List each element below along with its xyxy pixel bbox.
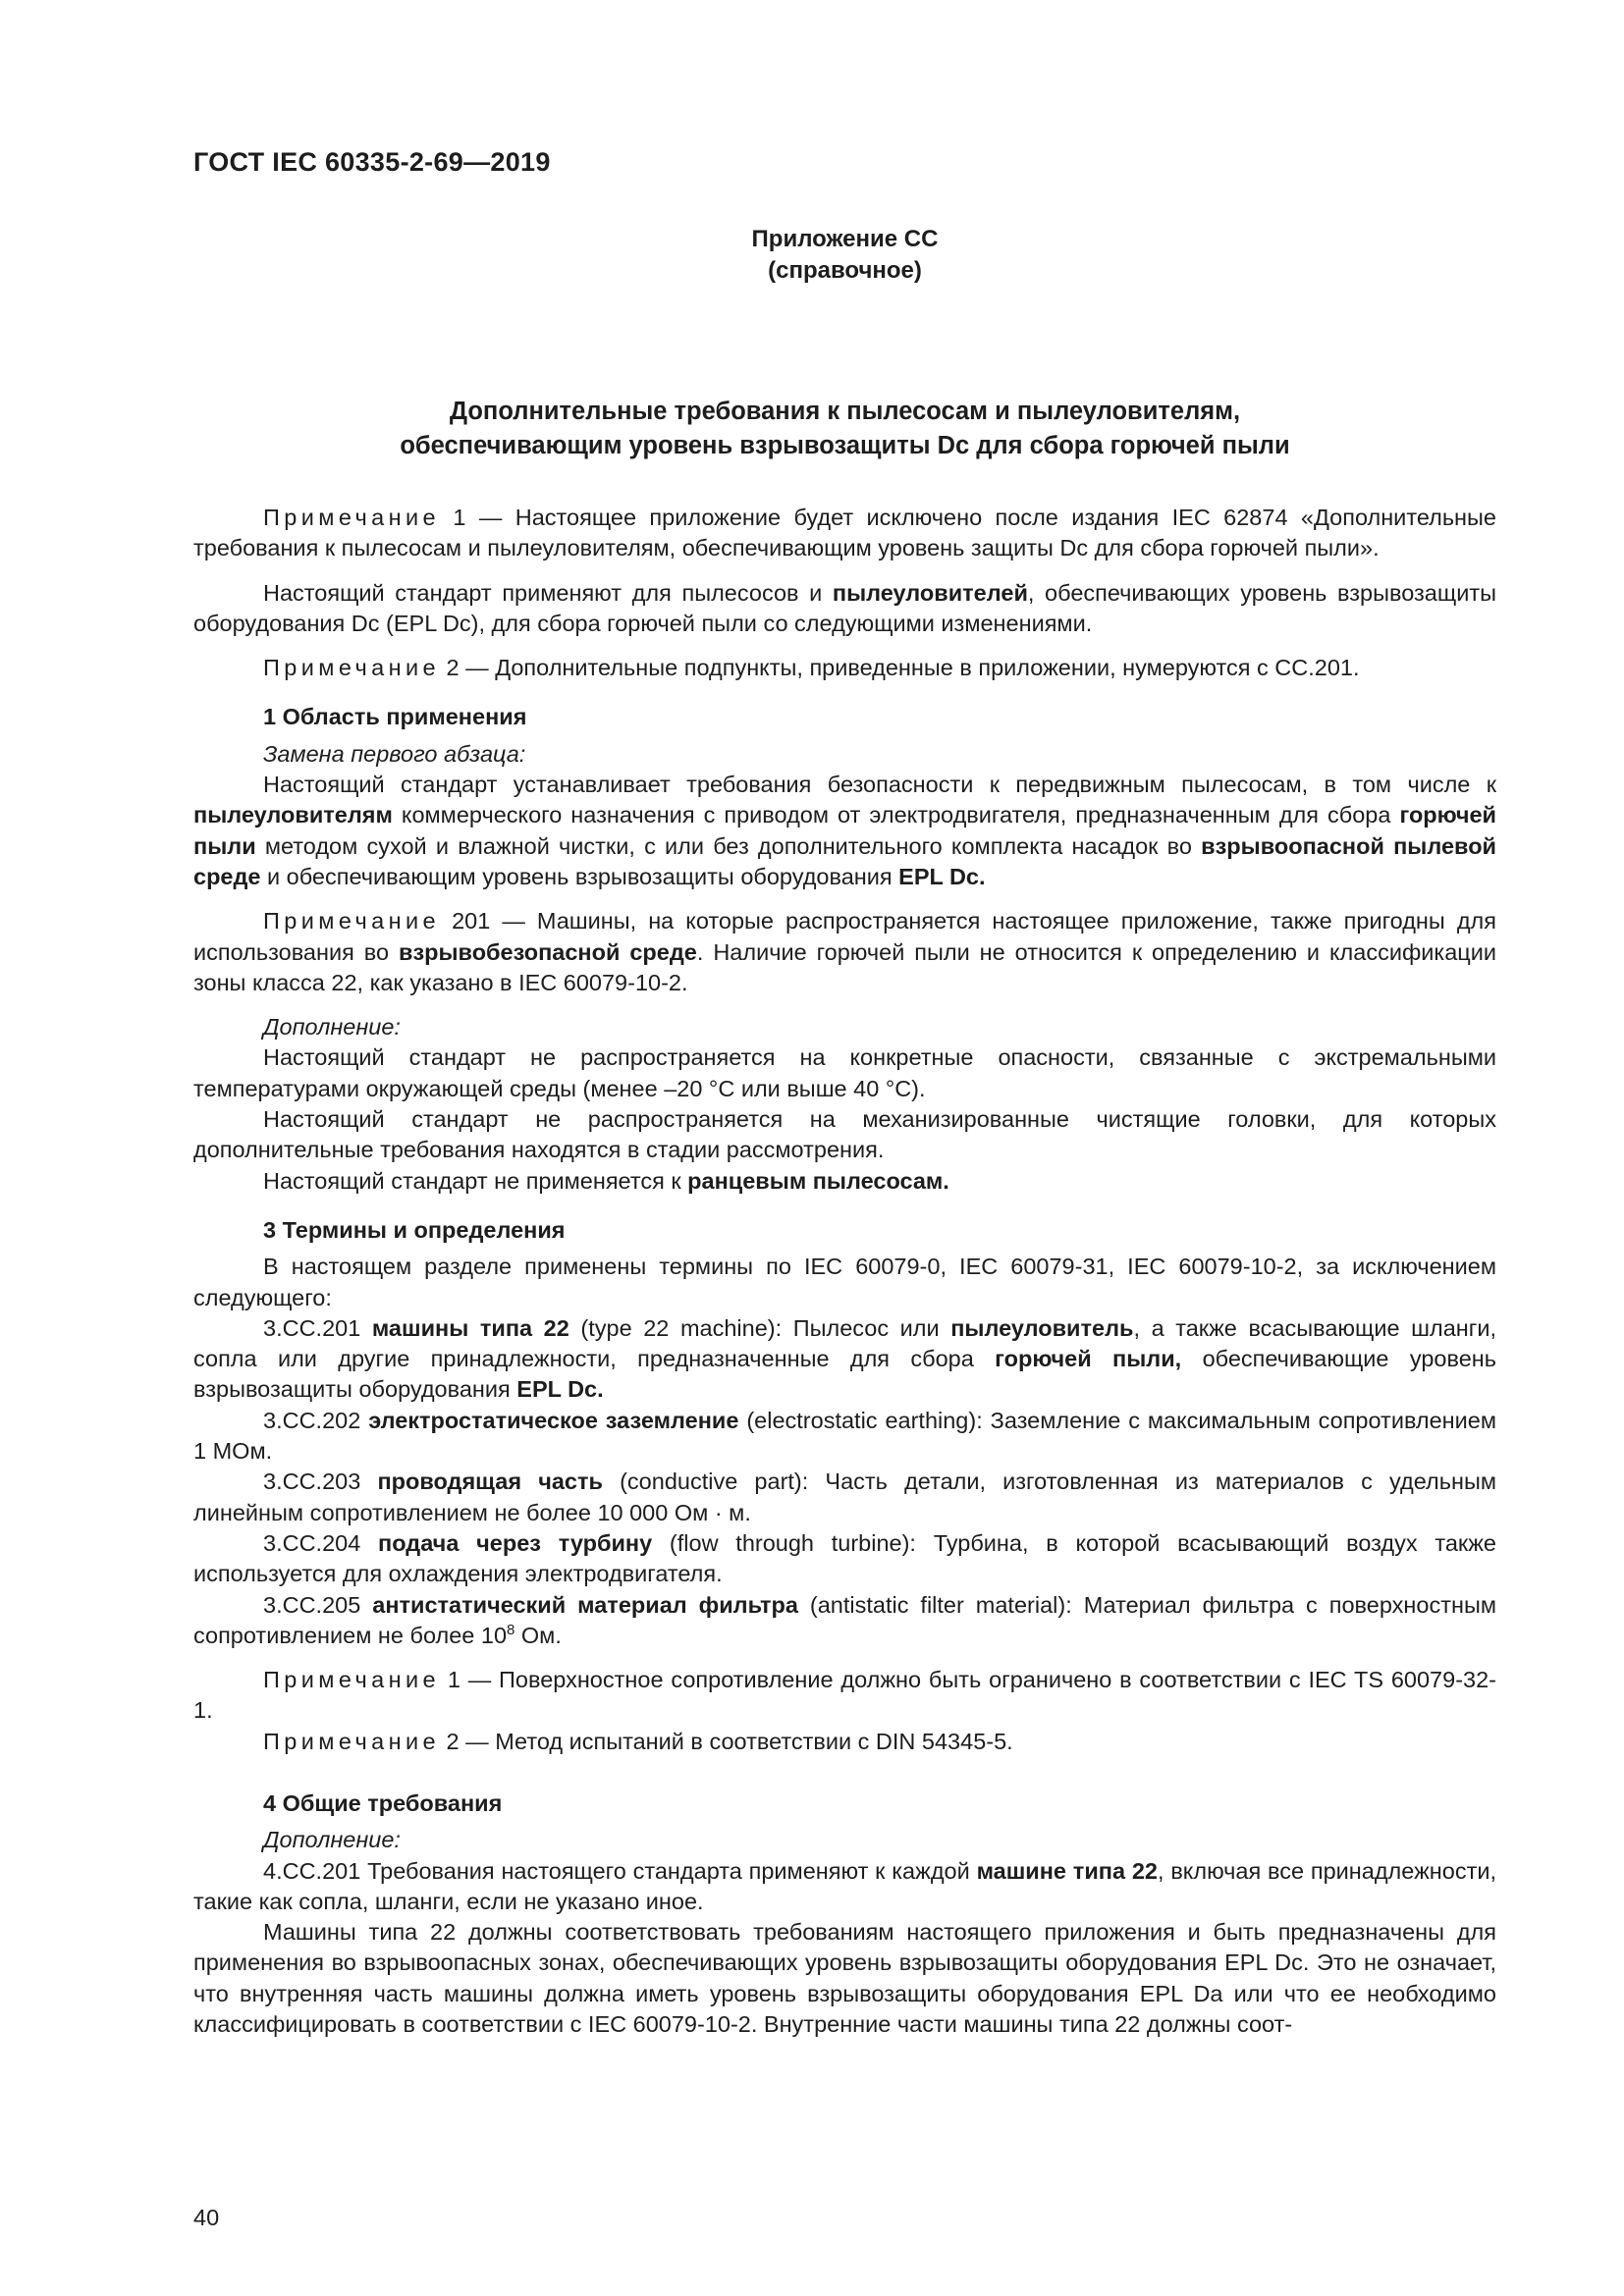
term-201: 3.СС.201 машины типа 22 (type 22 machine): Пылесос или пылеуловитель, а также всасывающие шланги, сопла или другие принадлежности, предназначенные для сбора горючей пыли, обеспечивающие уровень взрывозащиты оборудования EPL Dc. (193, 1314, 1496, 1403)
term-203: 3.СС.203 проводящая часть (conductive part): Часть детали, изготовленная из материалов с удельным линейным сопротивлением не более 10 000 Ом · м. (193, 1468, 1496, 1525)
term-205: 3.СС.205 антистатический материал фильтра (antistatic filter material): Материал фильтра с поверхностным сопротивлением не более $10^8$ Ом. (193, 1591, 1496, 1648)
scope-note-201: Примечание 201 — Машины, на которые распространяется настоящее приложение, также пригодны для использования во взрывобезопасной среде. Наличие горючей пыли не относится к определению и классификации зоны класса 22, как указано в IEC 60079-10-2. (193, 908, 1496, 995)
addition-label-4: Дополнение: (263, 1827, 401, 1853)
note-label: Примечание (263, 505, 441, 530)
document-code: ГОСТ IEC 60335-2-69—2019 (193, 147, 551, 177)
document-page (193, 0, 1496, 2296)
note-label: Примечание (263, 655, 441, 681)
page-number: 40 (193, 2205, 220, 2230)
term-202: 3.СС.202 электростатическое заземление (electrostatic earthing): Заземление с максимальным сопротивлением 1 МОм. (193, 1407, 1497, 1465)
section-1-heading: 1 Область применения (263, 704, 527, 730)
section-3-heading: 3 Термины и определения (263, 1216, 566, 1243)
scope-paragraph: Настоящий стандарт устанавливает требования безопасности к передвижным пылесосам, в том числе к пылеуловителям коммерческого назначения с приводом от электродвигателя, предназначенным для сбора горючей пыли методом сухой и влажной чистки, с или без дополнительного комплекта насадок во взрывоопасной пылевой среде и обеспечивающим уровень взрывозащиты оборудования EPL Dc. (193, 772, 1496, 889)
intro-paragraph: Настоящий стандарт применяют для пылесосов и пылеуловителей, обеспечивающих уровень взрывозащиты оборудования Dc (EPL Dc), для сбора горючей пыли со следующими изменениями. (193, 579, 1496, 636)
annex-heading (193, 224, 1496, 287)
addition-paragraph-1: Настоящий стандарт не распространяется на конкретные опасности, связанные с экстремальными температурами окружающей среды (менее –20 °С или выше 40 °С). (193, 1044, 1496, 1101)
intro-note-1: Примечание 1 — Настоящее приложение будет исключено после издания IEC 62874 «Дополнительные требования к пылесосам и пылеуловителям, обеспечивающим уровень защиты Dc для сбора горючей пыли». (193, 505, 1496, 561)
title-line-2: обеспечивающим уровень взрывозащиты Dc для сбора горючей пыли (400, 432, 1290, 459)
annex-subtitle: (справочное) (768, 257, 922, 284)
intro-note-2: Примечание 2 — Дополнительные подпункты, приведенные в приложении, нумеруются с СС.201. (263, 655, 1360, 681)
replace-label: Замена первого абзаца: (263, 740, 526, 767)
general-req-paragraph-2: Машины типа 22 должны соответствовать требованиям настоящего приложения и быть предназначены для применения во взрывоопасных зонах, обеспечивающих уровень взрывозащиты оборудования EPL Dc. Это не означает, что внутренняя часть машины должна иметь уровень взрывозащиты оборудования EPL Da или что ее необходимо классифицировать в соответствии с IEC 60079-10-2. Внутренние части машины типа 22 должны соот- (193, 1919, 1496, 2038)
annex-section-title (193, 395, 1496, 463)
note-label: Примечание (263, 1667, 441, 1693)
annex-title: Приложение СС (751, 226, 939, 252)
terms-note-2: Примечание 2 — Метод испытаний в соответствии с DIN 54345-5. (263, 1728, 1013, 1754)
term-204: 3.СС.204 подача через турбину (flow through turbine): Турбина, в которой всасывающий воздух также используется для охлаждения электродвигателя. (193, 1529, 1496, 1587)
addition-paragraph-3: Настоящий стандарт не применяется к ранцевым пылесосам. (263, 1167, 949, 1194)
general-req-paragraph-1: 4.СС.201 Требования настоящего стандарта применяют к каждой машине типа 22, включая все принадлежности, такие как сопла, шланги, если не указано иное. (193, 1857, 1497, 1914)
addition-label: Дополнение: (263, 1014, 401, 1041)
note-label: Примечание (263, 908, 441, 934)
document-body (193, 503, 1496, 2040)
terms-note-1: Примечание 1 — Поверхностное сопротивление должно быть ограничено в соответствии с IEC TS 60079-32-1. (193, 1667, 1496, 1724)
section-4-heading: 4 Общие требования (263, 1789, 503, 1816)
note-label: Примечание (263, 1728, 441, 1754)
terms-intro: В настоящем разделе применены термины по IEC 60079-0, IEC 60079-31, IEC 60079-10-2, за исключением следующего: (193, 1254, 1496, 1310)
title-line-1: Дополнительные требования к пылесосам и пылеуловителям, (449, 398, 1241, 425)
addition-paragraph-2: Настоящий стандарт не распространяется на механизированные чистящие головки, для которых дополнительные требования находятся в стадии рассмотрения. (193, 1106, 1496, 1163)
